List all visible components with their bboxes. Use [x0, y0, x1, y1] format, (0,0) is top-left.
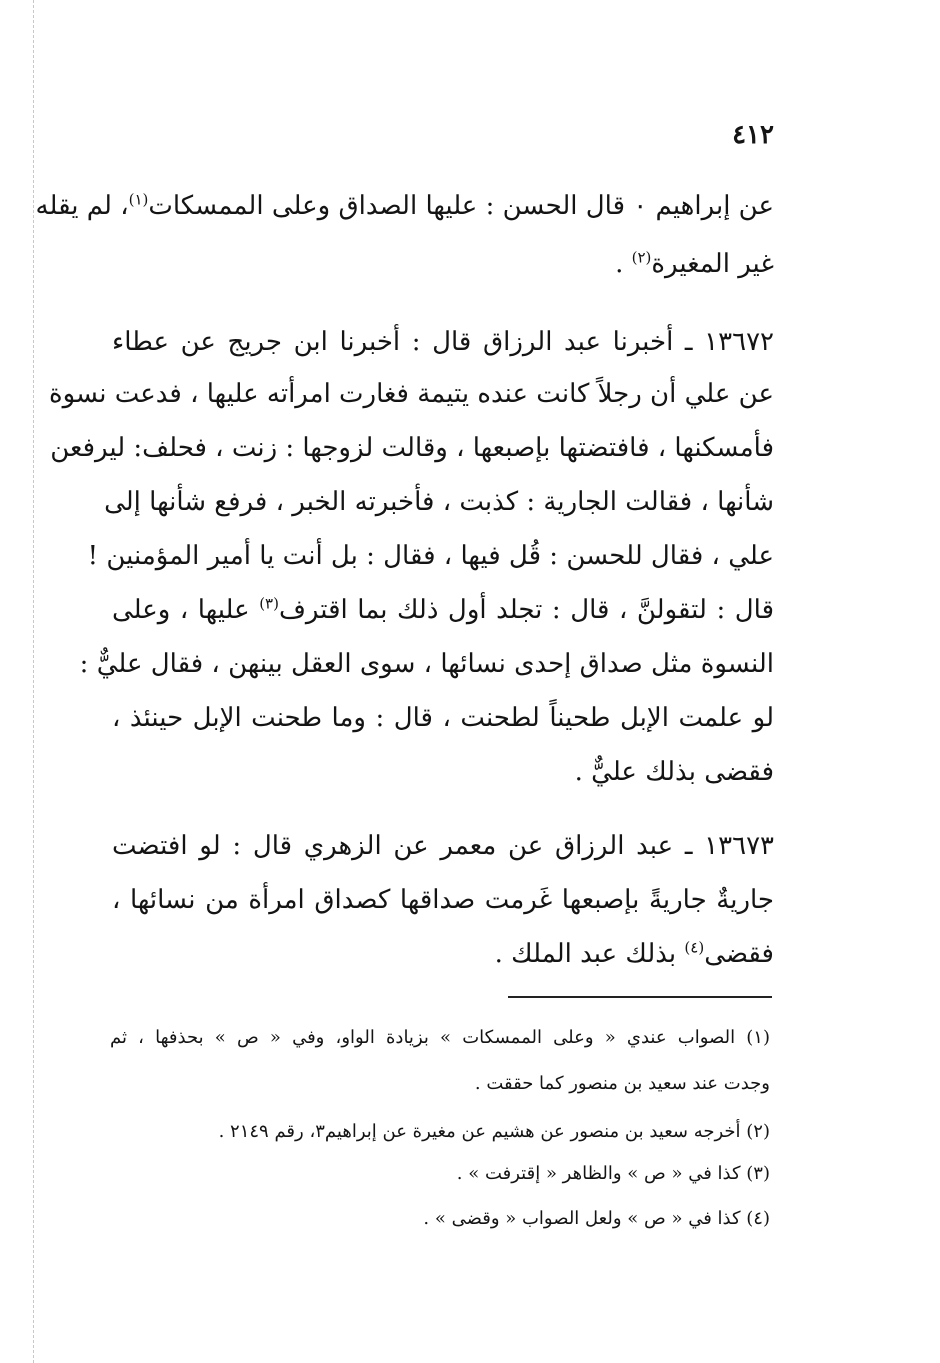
text-segment: ١٣٦٧٣ ـ عبد الرزاق عن معمر عن الزهري قال : لو افتضت — [112, 831, 774, 861]
footnote-marker: (٤) — [684, 938, 705, 957]
text-segment: لو علمت الإبل طحيناً لطحنت ، قال : وما طحنت الإبل حينئذ ، — [112, 703, 774, 733]
text-segment: فقضى بذلك عليٌّ . — [574, 757, 774, 787]
footnote-line: (٤) كذا في « ص » ولعل الصواب « وقضى » . — [423, 1208, 770, 1229]
text-segment: عن علي أن رجلاً كانت عنده يتيمة فغارت امرأته عليها ، فدعت نسوة — [48, 379, 774, 409]
text-line — [50, 428, 774, 468]
text-segment: بذلك عبد الملك . — [494, 939, 685, 969]
text-segment: غير المغيرة — [651, 249, 774, 279]
text-line — [112, 826, 774, 866]
text-line — [79, 644, 774, 684]
text-line — [104, 482, 774, 522]
footnote-marker: (١) — [128, 190, 149, 209]
text-line — [495, 934, 774, 974]
text-segment: ١٣٦٧٢ ـ أخبرنا عبد الرزاق قال : أخبرنا ابن جريج عن عطاء — [112, 327, 774, 357]
scan-margin-line — [33, 0, 34, 1363]
text-line — [48, 374, 774, 414]
text-segment: علي ، فقال للحسن : قُل فيها ، فقال : بل أنت يا أمير المؤمنين ! — [87, 541, 774, 571]
text-line — [615, 244, 774, 284]
footnote-marker: (٢) — [631, 248, 652, 267]
footnote-separator — [508, 996, 772, 998]
text-segment: شأنها ، فقالت الجارية : كذبت ، فأخبرته الخبر ، فرفع شأنها إلى — [104, 487, 774, 517]
text-line — [112, 698, 774, 738]
text-segment: فأمسكنها ، فافتضتها بإصبعها ، وقالت لزوجها : زنت ، فحلف: ليرفعن — [50, 433, 774, 463]
text-line — [575, 752, 774, 792]
text-segment: عن إبراهيم ٠ قال الحسن : عليها الصداق وعلى الممسكات — [148, 191, 774, 221]
footnote-line: (١) الصواب عندي « وعلى الممسكات » بزيادة الواو، وفي « ص » بحذفها ، ثم — [110, 1027, 770, 1048]
text-segment: . — [615, 249, 632, 279]
text-line — [87, 536, 774, 576]
footnote-line: (٢) أخرجه سعيد بن منصور عن هشيم عن مغيرة عن إبراهيم٣، رقم ٢١٤٩ . — [218, 1121, 770, 1142]
text-segment: ، لم يقله — [35, 191, 129, 221]
text-segment: عليها ، وعلى — [112, 595, 260, 625]
text-line — [112, 880, 774, 920]
text-line — [112, 322, 774, 362]
footnote-marker: (٣) — [259, 594, 279, 613]
text-line — [112, 590, 774, 630]
footnote-line: (٣) كذا في « ص » والظاهر « إقترفت » . — [456, 1163, 770, 1184]
text-segment: قال : لتقولنَّ ، قال : تجلد أول ذلك بما اقترف — [278, 595, 775, 625]
text-segment: جاريةٌ جاريةً بإصبعها غَرمت صداقها كصداق امرأة من نسائها ، — [112, 885, 774, 915]
text-line — [35, 186, 774, 226]
text-segment: النسوة مثل صداق إحدى نسائها ، سوى العقل بينهن ، فقال عليٌّ : — [79, 649, 774, 679]
page-number: ٤١٢ — [732, 120, 774, 150]
text-segment: فقضى — [704, 939, 774, 969]
footnote-line: وجدت عند سعيد بن منصور كما حققت . — [474, 1073, 770, 1094]
